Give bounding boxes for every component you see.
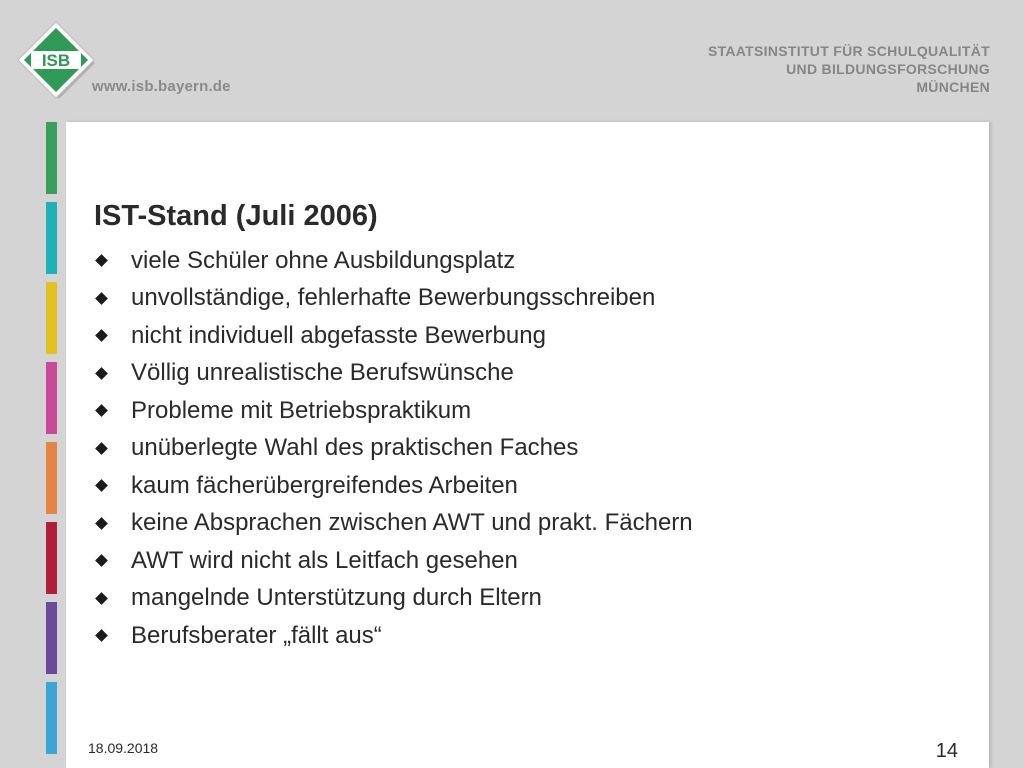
institute-line: MÜNCHEN	[916, 79, 990, 95]
bullet-text: Völlig unrealistische Berufswünsche	[131, 359, 514, 387]
bullet-text: Berufsberater „fällt aus“	[131, 621, 382, 649]
diamond-bullet-icon	[95, 517, 108, 530]
bullet-text: nicht individuell abgefasste Bewerbung	[131, 321, 546, 349]
page-number: 14	[935, 740, 958, 762]
color-bar	[46, 202, 57, 274]
footer-date: 18.09.2018	[88, 740, 159, 756]
slide-content	[66, 122, 989, 768]
diamond-bullet-icon	[95, 629, 108, 642]
color-bar	[46, 282, 57, 354]
site-url[interactable]: www.isb.bayern.de	[92, 78, 231, 95]
bullet-text: AWT wird nicht als Leitfach gesehen	[131, 546, 518, 574]
color-bar-strip	[46, 122, 57, 762]
header	[0, 0, 1024, 122]
bullet-item	[94, 430, 693, 468]
slide-title: IST-Stand (Juli 2006)	[94, 200, 378, 232]
bullet-item	[94, 580, 693, 618]
diamond-bullet-icon	[95, 442, 108, 455]
color-bar	[46, 602, 57, 674]
color-bar	[46, 122, 57, 194]
diamond-bullet-icon	[95, 367, 108, 380]
bullet-item	[94, 505, 693, 543]
color-bar	[46, 682, 57, 754]
bullet-text: mangelnde Unterstützung durch Eltern	[131, 584, 542, 612]
bullet-item	[94, 355, 693, 393]
diamond-bullet-icon	[95, 592, 108, 605]
diamond-bullet-icon	[95, 292, 108, 305]
color-bar	[46, 442, 57, 514]
isb-logo	[14, 18, 98, 102]
bullet-text: unvollständige, fehlerhafte Bewerbungsschreiben	[131, 284, 656, 312]
bullet-text: unüberlegte Wahl des praktischen Faches	[131, 434, 579, 462]
bullet-item	[94, 242, 693, 280]
bullet-item	[94, 542, 693, 580]
bullet-text: viele Schüler ohne Ausbildungsplatz	[131, 246, 516, 274]
bullet-item	[94, 617, 693, 655]
logo-text: ISB	[41, 51, 71, 70]
diamond-bullet-icon	[95, 254, 108, 267]
diamond-bullet-icon	[95, 479, 108, 492]
color-bar	[46, 362, 57, 434]
diamond-bullet-icon	[95, 404, 108, 417]
diamond-bullet-icon	[95, 554, 108, 567]
institute-name	[708, 42, 990, 96]
institute-line: UND BILDUNGSFORSCHUNG	[786, 61, 990, 77]
bullet-item	[94, 280, 693, 318]
bullet-text: keine Absprachen zwischen AWT und prakt. Fächern	[131, 509, 693, 537]
bullet-list	[94, 242, 693, 655]
bullet-item	[94, 317, 693, 355]
color-bar	[46, 522, 57, 594]
bullet-item	[94, 467, 693, 505]
bullet-text: Probleme mit Betriebspraktikum	[131, 396, 472, 424]
diamond-bullet-icon	[95, 329, 108, 342]
bullet-item	[94, 392, 693, 430]
bullet-text: kaum fächerübergreifendes Arbeiten	[131, 471, 518, 499]
institute-line: STAATSINSTITUT FÜR SCHULQUALITÄT	[707, 43, 990, 59]
